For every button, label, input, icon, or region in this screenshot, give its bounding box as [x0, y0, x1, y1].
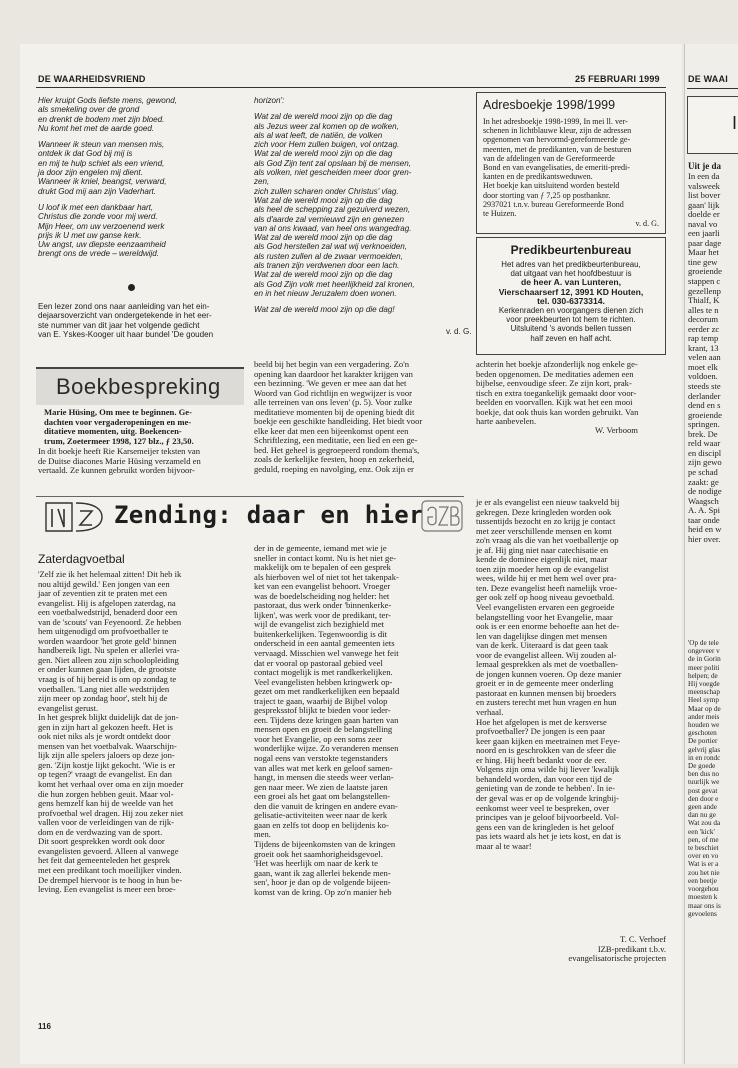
- poem-stanza: U loof ik met een dankbaar hart, Christus die zonde voor mij werd. Mijn Heer, om uw verzoenend werk prijs ik U met uw ganse kerk. Uw angst, uw diepste eenzaamheid brengt ons de vrede – wereldwijd.: [38, 202, 166, 259]
- zending-signature: [476, 935, 666, 964]
- signature-name: T. C. Verhoef: [620, 934, 666, 944]
- adjacent-heading: Uit je da: [688, 161, 721, 171]
- adjacent-page: [684, 44, 738, 1064]
- zending-col3: je er als evangelist een nieuw taakveld bij gekregen. Deze kringleden worden ook tussentijds bezocht en zo krijg je contact met zeer verschillende mensen en komt zo'n vraag als die van het voetballertje op je af. Hij ging niet naar catechisatie en kende de dominee eigenlijk niet, maar toen zijn moeder hem op de evangelist wees, wilde hij er met hem wel over pra- ten. Deze evangelist heeft namelijk vroe- ger ook zelf op hoog niveau gevoetbald. Veel evangelisten ervaren een gegroeide belangstelling voor het Evangelie, maar ook is er een enorme behoefte aan het de- len van dagelijkse dingen met mensen van de kerk. Uiteraard is dat geen taak voor de evangelist alleen. Wij zouden al- lemaal gesprekken als met de voetballen- de jongen kunnen voeren. Op deze manier groeit er in de gemeente meer onderling pastoraat en kunnen mensen bij broeders en zusters terecht met hun vragen en hun verhaal. Hoe het afgelopen is met de kersverse profvoetballer? De jongen is een paar keer gaan kijken en meetrainen met Feye- noord en is geschrokken van de sfeer die er hing. Hij heeft bedankt voor de eer. Volgens zijn oma wilde hij liever 'kwalijk behandeld worden, dan voor een tijd de genieting van de zonde te hebben'. In ie- der geval was er op de volgende kringbij- eenkomst weer veel te bespreken, over principes van je geloof bijvoorbeeld. Vol- gens een van de kringleden is het geloof pas iets waard als het je iets kost, en dat is maar al te waar!: [476, 497, 622, 851]
- poem-stanza: Wat zal de wereld mooi zijn op die dag als Jezus weer zal komen op de wolken, als al wat leeft, de natiën, de volken zich voor Hem zullen buigen, vol ontzag. Wat zal de wereld mooi zijn op die dag als God Zijn tent zal opslaan bij de mensen, als volken, niet gescheiden meer door gren- zen, zich zullen scharen onder Christus' vlag. Wat zal de wereld mooi zijn op die dag als heel de schepping zal gezuiverd wezen, als d'aarde zal vernieuwd zijn en genezen van al ons kwaad, van heel ons wangedrag. Wat zal de wereld mooi zijn op die dag als God herstellen zal wat wij verknoeiden, als rusten zullen al de zwaar vermoeiden, als tranen zijn verdwenen door een lach. Wat zal de wereld mooi zijn op die dag als God Zijn volk met heerlijkheid zal kronen, en in het nieuw Jeruzalem doen wonen.: [254, 112, 415, 298]
- adresboekje-box: [476, 92, 666, 234]
- boekbespreking-banner: [36, 367, 244, 405]
- izb-logo-icon: [42, 501, 106, 533]
- zending-col1: 'Zelf zie ik het helemaal zitten! Dit heb ik nou altijd gewild.' Een jongen van een jaar of zeventien zit te praten met een evangelist. Hij is afgelopen zaterdag, na een voetbalwedstrijd, benaderd door een van de 'scouts' van Feyenoord. Ze hebben hem uitgenodigd om profvoetballer te worden waardoor 'het grote geld' binnen handbereik ligt. Nu spelen er allerlei vra- gen. Niet alleen zou zijn schoolopleiding er onder kunnen gaan lijden, de grootste vraag is of hij bereid is om op zondag te voetballen. 'Lang niet alle wedstrijden zijn meer op zondag hoor', stelt hij de evangelist gerust. In het gesprek blijkt duidelijk dat de jon- gen in zijn hart al gekozen heeft. Het is ook niet niks als je wordt ontdekt door mensen van het voetbalvak. Waarschijn- lijk zijn alle spelers jaloers op deze jon- gen. 'Zijn kostje lijkt gekocht. 'Wie is er op tegen?' vraagt de evangelist. En dan komt het verhaal over oma en zijn moeder die hun zorgen hebben geuit. Maar vol- gens hemzelf kan hij de weelde van het profvoetbal wel dragen. Hij zou zeker niet vallen voor de verleidingen van de rijk- dom en de verdwazing van de sport. Dit soort gesprekken wordt ook door evangelisten gevoerd. Alleen al vanwege het feit dat gemeenteleden het gesprek met een predikant toch moeilijker vinden. De drempel hiervoor is te hoog in hun be- leving. Een evangelist is meer een broe-: [38, 569, 184, 895]
- publication-name: DE WAARHEIDSVRIEND: [38, 74, 146, 84]
- signature-org: IZB-predikant t.b.v.: [597, 943, 666, 954]
- book-lead-text: Marie Hüsing, Om mee te beginnen. Ge- dachten voor vergaderopeningen en me- ditatieve momenten, uitg. Boekencen- trum, Zoetermeer 1998, 127 blz., ƒ 23,50.: [44, 407, 194, 446]
- adresboekje-body: In het adresboekje 1998-1999, In mei ll. ver- schenen in lichtblauwe kleur, zijn de adressen opgenomen van hervormd-gereformeerde ge- meenten, met de predikanten, van de besturen van de afdelingen van de Gereformeerde Bond en van evangelisaties, de emeriti-predi- kanten en de predikantsweduwen. Het boekje kan uitsluitend worden besteld door storting van ƒ 7,25 op postbanknr. 2937021 t.n.v. bureau Gereformeerde Bond te Huizen.: [483, 117, 632, 219]
- predikbeurten-line: dat uitgaat van het hoofdbestuur is: [510, 269, 632, 279]
- gzb-logo-icon: [420, 499, 464, 533]
- signature-role: evangelisatorische projecten: [568, 953, 666, 964]
- predikbeurten-body: [477, 260, 665, 343]
- publication-date: 25 FEBRUARI 1999: [575, 74, 660, 84]
- predikbeurten-box: [476, 237, 666, 355]
- predikbeurten-line: Het adres van het predikbeurtenbureau,: [501, 260, 641, 269]
- poem-column-right: [254, 96, 464, 322]
- poem-stanza: horizon':: [254, 96, 285, 105]
- predikbeurten-line: tel. 030-6373314.: [537, 295, 605, 306]
- adjacent-header-rule: [687, 88, 738, 89]
- poem-stanza: Hier kruipt Gods liefste mens, gewond, als smekeling over de grond en drenkt de bodem met zijn bloed. Nu komt het met de aarde goed.: [38, 96, 178, 133]
- predikbeurten-line: de heer A. van Lunteren,: [521, 277, 621, 288]
- page-number: 116: [38, 1022, 51, 1031]
- predikbeurten-line: Vierschaarserf 12, 3991 KD Houten,: [498, 286, 644, 297]
- adjacent-box-glyph: I: [732, 113, 738, 133]
- zending-title: Zending: daar en hier: [114, 501, 424, 529]
- adjacent-column-b: 'Op de tele ongeveer v de in Gorin meer politi helpen; de Hij voegde meenschap Heel symp Maar op de ander meis houden we geschoten De portier gelvrij glas in en rondc De goede ben dus no tuurlijk we post gevat den door e geen ande dan nu ge Wat zou da een 'kick' pen, of me te beschiet over en vo Wat is er a zou het nie een beetje voorgehou moesten k maar ons is gevoelens: [688, 639, 721, 918]
- predikbeurten-line: voor preekbeurten tot hem te richten.: [506, 315, 636, 325]
- zending-subtitle: Zaterdagvoetbal: [38, 552, 125, 566]
- adjacent-page-header: DE WAAI: [688, 74, 728, 84]
- adjacent-box: [687, 96, 738, 154]
- poem-column-left: [38, 96, 238, 266]
- zending-col2: der in de gemeente, iemand met wie je sneller in contact komt. Nu is het niet ge- makkelijk om te bepalen of een gesprek als hierboven wel of niet tot het takenpak- ket van een evangelist behoort. Vroeger was de boedelscheiding nog helder: het pastoraat, dus werk onder 'binnenkerke- lijken', was werk voor de predikant, ter- wijl de evangelist zich bezighield met buitenkerkelijken. Tegenwoordig is dit onderscheid in een aantal gemeenten iets vervaagd. Misschien wel vanwege het feit dat er vooral op pastoraal gebied veel contact mogelijk is met randkerkelijken. Veel evangelisten hebben kringwerk op- gezet om met randkerkelijken een bepaald traject te gaan, waarbij de Bijbel volop gespreksstof blijkt te bieden voor ieder- een. Tijdens deze kringen gaan harten van mensen open en groeit de belangstelling voor het Evangelie, op een soms zeer wonderlijke wijze. Zo veranderen mensen nogal eens van verstokte tegenstanders van alles wat met kerk en geloof samen- hangt, in mensen die steeds weer verlan- gen naar meer. We zien de laatste jaren een groei als het gaat om belangstellen- den die vanuit de kringen en andere evan- gelisatie-activiteiten weer naar de kerk gaan en zelfs tot doop en belijdenis ko- men. Tijdens de bijeenkomsten van de kringen groeit ook het saamhorigheidsgevoel. 'Het was heerlijk om naar de kerk te gaan, want ik zag allerlei bekende men- sen', hoor je dan op de volgende bijeen- komst van de kring. Op zo'n manier heb: [254, 543, 400, 897]
- book-review-col2: beeld bij het begin van een vergadering. Zo'n opening kan daardoor het karakter krijgen van een bezinning. 'We geven er mee aan dat het Woord van God richtlijn en wegwijzer is voor alle terreinen van ons leven' (p. 5). Voor zulke meditatieve momenten bij de opening biedt dit boekje een geschikte handleiding. Het biedt voor elke keer dat men een bijeenkomst opent een Schriftlezing, een meditatie, een lied en een ge- bed. Het geheel is gegroepeerd rondom thema's, zoals de kerkelijke feesten, hoop en zekerheid, geduld, roeping en navolging, enz. Ook zijn er: [254, 359, 423, 475]
- zending-header: [36, 496, 464, 535]
- predikbeurten-line: Uitsluitend 's avonds bellen tussen: [510, 324, 632, 334]
- bullet-dot: [128, 284, 135, 291]
- poem-stanza: Wat zal de wereld mooi zijn op die dag!: [254, 305, 395, 315]
- adresboekje-signature: v. d. G.: [635, 219, 659, 228]
- book-review-signature: W. Verboom: [595, 425, 638, 435]
- header-rule: [36, 87, 666, 88]
- book-review-col3: achterin het boekje afzonderlijk nog enkele ge- beden opgenomen. De meditaties ademen een bijbelse, eenvoudige sfeer. Ze zijn kort, prak- tisch en extra toegankelijk gemaakt door voor- beelden en voorvallen. Kijk wat het een mooi boekje, dat ook thuis kan worden gebruikt. Van harte aanbevelen.: [476, 359, 639, 427]
- adjacent-column-a: In een da valsweek list bover gaan' lijk doelde er naval vo een jaarli paar dage Maar het tine gew groeiende stappen c gezellenp Thialf, K alles te n decorum eerder zc rap temp krant, 13 velen aan moet elk voldoen. steeds ste derlander dend en s groeiende springen. brek. De reld waar en discipl zijn gewo pe schad zaakt: ge de nodige Waagsch A. A. Spi taar onde heid en w hier over.: [688, 171, 722, 544]
- book-review-col1: In dit boekje heeft Rie Karsemeijer teksten van de Duitse diacones Marie Hüsing verzameld en vertaald. Ze kunnen gebruikt worden bijvoor-: [38, 446, 201, 476]
- predikbeurten-line: half zeven en half acht.: [530, 333, 612, 343]
- poem-stanza: Wanneer ik steun van mensen mis, ontdek ik dat God bij mij is en mij te hulp schiet als een vriend, ja door zijn engelen mij dient. Wanneer ik kniel, beangst, verward, drukt God mij aan zijn Vaderhart.: [38, 140, 167, 196]
- book-lead: [44, 408, 244, 446]
- predikbeurten-title: Predikbeurtenbureau: [510, 243, 632, 257]
- predikbeurten-line: Kerkenraden en voorgangers dienen zich: [498, 306, 644, 316]
- adresboekje-title: Adresboekje 1998/1999: [483, 98, 616, 112]
- poem-intro: Een lezer zond ons naar aanleiding van het ein- dejaarsoverzicht van ondergetekende in het eer- ste nummer van dit jaar het volgende gedicht van E. Yskes-Kooger uit haar bundel 'De gouden: [38, 302, 214, 340]
- poem-signature: v. d. G.: [446, 327, 472, 336]
- boekbespreking-title: Boekbespreking: [56, 374, 221, 399]
